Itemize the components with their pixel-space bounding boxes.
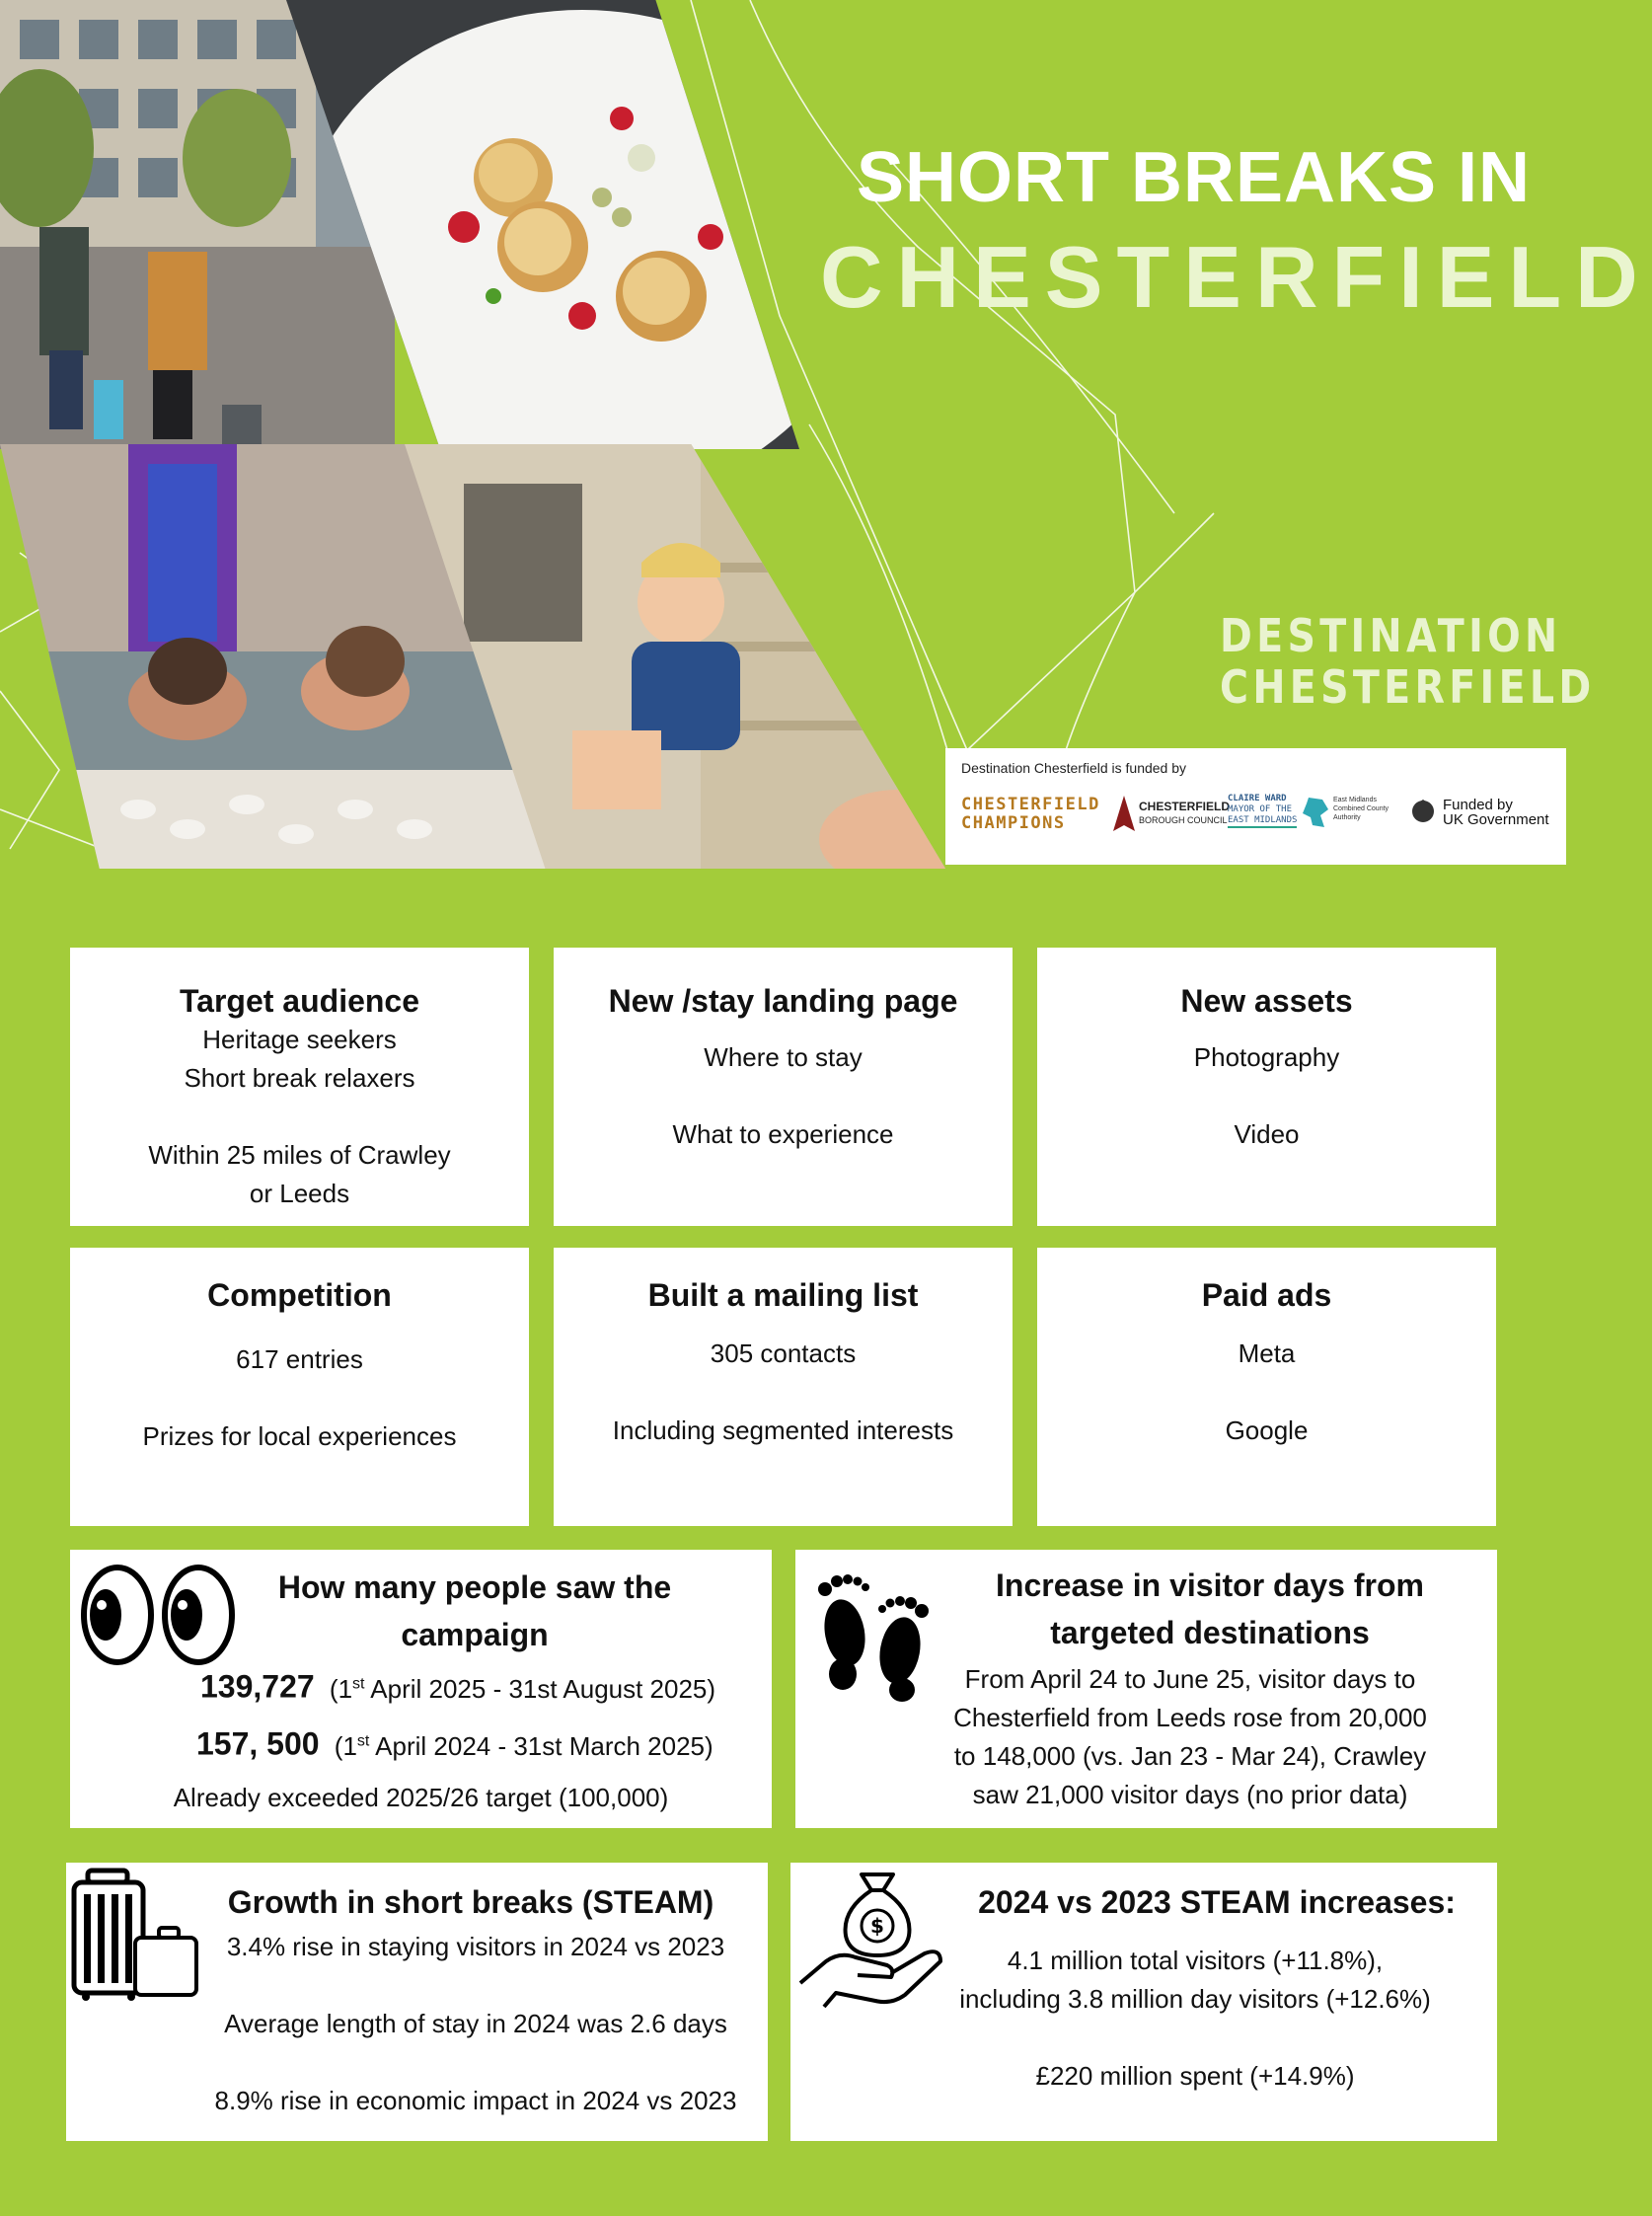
title-line-2: CHESTERFIELD — [820, 228, 1652, 326]
stat-2-period — [335, 1731, 713, 1761]
card-line — [1037, 1373, 1496, 1412]
growth-line: 3.4% rise in staying visitors in 2024 vs 2023 — [226, 1932, 725, 1961]
card-line: Video — [1234, 1119, 1300, 1149]
visitor-days-line: to 148,000 (vs. Jan 23 - Mar 24), Crawley — [953, 1741, 1427, 1771]
funders-caption: Destination Chesterfield is funded by — [961, 760, 1187, 776]
visitor-days-line: Chesterfield from Leeds rose from 20,000 — [953, 1703, 1427, 1732]
logo-line-1: DESTINATION — [1220, 609, 1562, 662]
card-mailing-list — [554, 1248, 1013, 1526]
visitor-days-line: From April 24 to June 25, visitor days to — [964, 1664, 1416, 1694]
royal-coat-of-arms-icon — [1409, 798, 1437, 825]
card-line: 305 contacts — [710, 1338, 857, 1368]
steam-line — [919, 2019, 1471, 2057]
combined-authority-map-icon — [1301, 796, 1330, 829]
growth-title: Growth in short breaks (STEAM) — [227, 1884, 714, 1920]
card-line: Meta — [1238, 1338, 1296, 1368]
funder-4-line-3: Authority — [1333, 814, 1361, 821]
card-line: Prizes for local experiences — [142, 1421, 457, 1451]
stat-2-pre: (1 — [334, 1730, 357, 1761]
card-title: Competition — [207, 1277, 392, 1313]
card-title: Target audience — [179, 983, 420, 1019]
stat-2-post: April 2024 - 31st March 2025) — [369, 1730, 713, 1761]
luggage-icon — [70, 1869, 198, 2001]
svg-text:$: $ — [870, 1914, 884, 1938]
steam-line: including 3.8 million day visitors (+12.6%) — [959, 1984, 1431, 2014]
card-title: Paid ads — [1201, 1277, 1332, 1313]
funder-combined-authority — [1333, 796, 1389, 822]
card-title: New assets — [1180, 983, 1353, 1019]
visitor-days-line: saw 21,000 visitor days (no prior data) — [972, 1780, 1408, 1809]
borough-council-crest-icon — [1113, 796, 1135, 831]
card-title: New /stay landing page — [608, 983, 958, 1019]
visitor-days-title-line-2: targeted destinations — [1050, 1615, 1370, 1650]
visitor-days-body — [914, 1660, 1466, 1814]
card-title: Built a mailing list — [647, 1277, 919, 1313]
visitor-days-title-line-1: Increase in visitor days from — [996, 1567, 1424, 1603]
card-new-assets — [1037, 948, 1496, 1226]
card-line: Photography — [1193, 1042, 1340, 1072]
card-line — [70, 1379, 529, 1417]
stat-1-sup: st — [352, 1675, 365, 1692]
growth-line: Average length of stay in 2024 was 2.6 days — [224, 2009, 727, 2038]
growth-line: 8.9% rise in economic impact in 2024 vs 2023 — [214, 2086, 737, 2115]
card-line — [554, 1077, 1013, 1115]
steam-title: 2024 vs 2023 STEAM increases: — [978, 1884, 1456, 1920]
card-line: Short break relaxers — [184, 1063, 415, 1093]
funder-uk-government — [1443, 798, 1549, 827]
card-line: Google — [1225, 1415, 1309, 1445]
funder-1-line-1: CHESTERFIELD — [961, 795, 1100, 814]
growth-line — [194, 1966, 757, 2005]
reach-stat-2 — [196, 1719, 713, 1768]
stat-1-period — [330, 1674, 715, 1704]
card-steam-increases — [790, 1863, 1497, 2141]
funder-5-line-2: UK Government — [1443, 811, 1549, 828]
funder-2-line-2: BOROUGH COUNCIL — [1139, 815, 1228, 825]
growth-body — [194, 1928, 757, 2120]
reach-title-line-2: campaign — [401, 1617, 549, 1652]
card-line: or Leeds — [249, 1179, 350, 1208]
card-competition — [70, 1248, 529, 1526]
stat-2-sup: st — [356, 1732, 370, 1749]
growth-line — [194, 2043, 757, 2082]
destination-chesterfield-logo — [1220, 609, 1596, 714]
funder-5-line-1: Funded by — [1443, 797, 1513, 813]
card-line: Where to stay — [704, 1042, 863, 1072]
stat-1-pre: (1 — [329, 1673, 353, 1704]
stat-1-value: 139,727 — [200, 1668, 315, 1705]
funder-2-line-1: CHESTERFIELD — [1139, 800, 1231, 813]
funder-1-line-2: CHAMPIONS — [961, 813, 1066, 833]
card-line: 617 entries — [236, 1344, 363, 1374]
steam-body — [919, 1942, 1471, 2096]
funder-mayor-east-midlands — [1228, 794, 1297, 828]
card-line: Including segmented interests — [612, 1415, 954, 1445]
card-campaign-reach — [70, 1550, 772, 1828]
funder-4-line-2: Combined County — [1333, 805, 1389, 812]
funder-3-line-2: MAYOR OF THE — [1228, 804, 1293, 814]
card-target-audience — [70, 948, 529, 1226]
eyes-icon — [80, 1564, 238, 1666]
title-line-1: SHORT BREAKS IN — [856, 138, 1531, 217]
funder-chesterfield-champions — [961, 796, 1100, 833]
reach-note: Already exceeded 2025/26 target (100,000) — [173, 1783, 669, 1812]
steam-line: 4.1 million total visitors (+11.8%), — [1007, 1946, 1384, 1975]
stat-2-value: 157, 500 — [196, 1725, 320, 1762]
steam-line: £220 million spent (+14.9%) — [1035, 2061, 1355, 2091]
reach-title-line-1: How many people saw the — [277, 1569, 672, 1605]
reach-stat-1 — [200, 1662, 715, 1711]
funders-strip — [945, 748, 1566, 865]
card-visitor-days — [795, 1550, 1497, 1828]
card-line: What to experience — [672, 1119, 894, 1149]
hero-title — [820, 138, 1652, 332]
funder-borough-council — [1139, 800, 1230, 827]
funder-4-line-1: East Midlands — [1333, 797, 1377, 803]
card-line — [554, 1373, 1013, 1412]
card-line: Heritage seekers — [202, 1025, 397, 1054]
card-landing-page — [554, 948, 1013, 1226]
card-line: Within 25 miles of Crawley — [148, 1140, 451, 1170]
card-line — [70, 1098, 529, 1136]
card-line — [1037, 1077, 1496, 1115]
logo-line-2: CHESTERFIELD — [1220, 660, 1596, 714]
card-short-break-growth — [66, 1863, 768, 2141]
stat-1-post: April 2025 - 31st August 2025) — [364, 1673, 716, 1704]
funder-3-line-1: CLAIRE WARD — [1228, 794, 1287, 803]
card-paid-ads — [1037, 1248, 1496, 1526]
funder-3-line-3: EAST MIDLANDS — [1228, 815, 1297, 828]
